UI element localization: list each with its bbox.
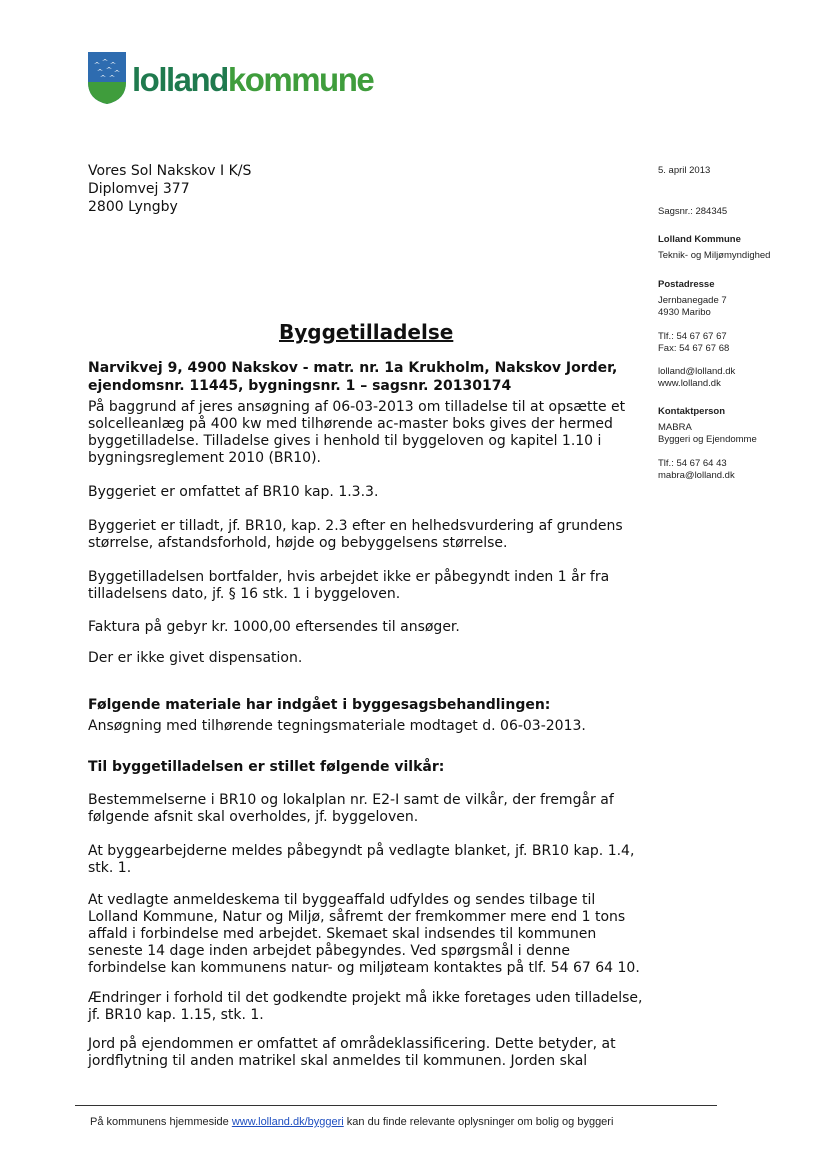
footer-text-after: kan du finde relevante oplysninger om bolig og byggeri bbox=[343, 1116, 614, 1128]
postal-city: 4930 Maribo bbox=[658, 307, 711, 318]
body-paragraph: Byggeriet er tilladt, jf. BR10, kap. 2.3 efter en helhedsvurdering af grundens størrelse, afstandsforhold, højde og bebyggelsens størrelse. bbox=[88, 518, 623, 551]
org-email: lolland@lolland.dk bbox=[658, 366, 736, 377]
lolland-kommune-logo-text bbox=[132, 58, 373, 102]
lolland-kommune-logo-mark bbox=[88, 52, 126, 104]
recipient-address bbox=[88, 162, 251, 216]
body-paragraph: På baggrund af jeres ansøgning af 06-03-2013 om tilladelse til at opsætte et solcelleanlæg på 400 kw med tilhørende ac-master boks gives der hermed byggetilladelse. Tilladelse gives i henhold til byggeloven og kapitel 1.10 i bygningsreglement 2010 (BR10). bbox=[88, 399, 626, 466]
contact-department: Byggeri og Ejendomme bbox=[658, 434, 757, 445]
org-name: Lolland Kommune bbox=[658, 234, 741, 245]
recipient-line: Diplomvej 377 bbox=[88, 181, 190, 197]
org-website: www.lolland.dk bbox=[658, 378, 721, 389]
section-heading: Til byggetilladelsen er stillet følgende vilkår: bbox=[88, 759, 445, 775]
contact-heading: Kontaktperson bbox=[658, 406, 726, 417]
org-phone: Tlf.: 54 67 67 67 bbox=[658, 331, 727, 342]
body-paragraph: At byggearbejderne meldes påbegyndt på vedlagte blanket, jf. BR10 kap. 1.4, stk. 1. bbox=[88, 843, 635, 876]
postal-heading: Postadresse bbox=[658, 279, 715, 290]
logo-text-kommune: kommune bbox=[227, 61, 374, 98]
body-paragraph: Byggetilladelsen bortfalder, hvis arbejdet ikke er påbegyndt inden 1 år fra tilladelsens dato, jf. § 16 stk. 1 i byggeloven. bbox=[88, 569, 610, 602]
document-title: Byggetilladelse bbox=[279, 320, 454, 344]
subject-line: Narvikvej 9, 4900 Nakskov - matr. nr. 1a Krukholm, Nakskov Jorder, ejendomsnr. 11445, bygningsnr. 1 – sagsnr. 20130174 bbox=[88, 360, 618, 394]
footer-text-before: På kommunens hjemmeside bbox=[90, 1116, 232, 1128]
letter-body bbox=[88, 359, 648, 1070]
org-department: Teknik- og Miljømyndighed bbox=[658, 250, 771, 261]
body-paragraph: Faktura på gebyr kr. 1000,00 eftersendes til ansøger. bbox=[88, 619, 460, 635]
contact-code: MABRA bbox=[658, 422, 692, 433]
postal-street: Jernbanegade 7 bbox=[658, 295, 727, 306]
body-paragraph: Jord på ejendommen er omfattet af områdeklassificering. Dette betyder, at jordflytning til anden matrikel skal anmeldes til kommunen. Jorden skal bbox=[88, 1036, 616, 1069]
body-paragraph: At vedlagte anmeldeskema til byggeaffald udfyldes og sendes tilbage til Lolland Kommune, Natur og Miljø, såfremt der fremkommer mere end 1 tons affald i forbindelse med arbejdet. Skemaet skal indsendes til kommunen seneste 14 dage inden arbejdet påbegyndes. Ved spørgsmål i denne forbindelse kan kommunens natur- og miljøteam kontaktes på tlf. 54 67 64 10. bbox=[88, 892, 640, 976]
recipient-line: Vores Sol Nakskov I K/S bbox=[88, 163, 252, 179]
footer-note bbox=[90, 1116, 613, 1128]
logo-text-lolland: lolland bbox=[132, 61, 228, 98]
body-paragraph: Ændringer i forhold til det godkendte projekt må ikke foretages uden tilladelse, jf. BR10 kap. 1.15, stk. 1. bbox=[88, 990, 643, 1023]
footer-link-byggeri[interactable]: www.lolland.dk/byggeri bbox=[231, 1116, 344, 1128]
letter-date: 5. april 2013 bbox=[658, 165, 711, 176]
section-heading: Følgende materiale har indgået i byggesagsbehandlingen: bbox=[88, 697, 551, 713]
recipient-line: 2800 Lyngby bbox=[88, 199, 178, 215]
body-paragraph: Der er ikke givet dispensation. bbox=[88, 650, 303, 666]
org-fax: Fax: 54 67 67 68 bbox=[658, 343, 730, 354]
body-paragraph: Byggeriet er omfattet af BR10 kap. 1.3.3. bbox=[88, 484, 379, 500]
case-number: Sagsnr.: 284345 bbox=[658, 206, 728, 217]
body-paragraph: Bestemmelserne i BR10 og lokalplan nr. E2-I samt de vilkår, der fremgår af følgende afsnit skal overholdes, jf. byggeloven. bbox=[88, 792, 614, 825]
contact-email: mabra@lolland.dk bbox=[658, 470, 735, 481]
body-paragraph: Ansøgning med tilhørende tegningsmateriale modtaget d. 06-03-2013. bbox=[88, 718, 586, 734]
contact-phone: Tlf.: 54 67 64 43 bbox=[658, 458, 727, 469]
footer-divider bbox=[75, 1105, 717, 1106]
